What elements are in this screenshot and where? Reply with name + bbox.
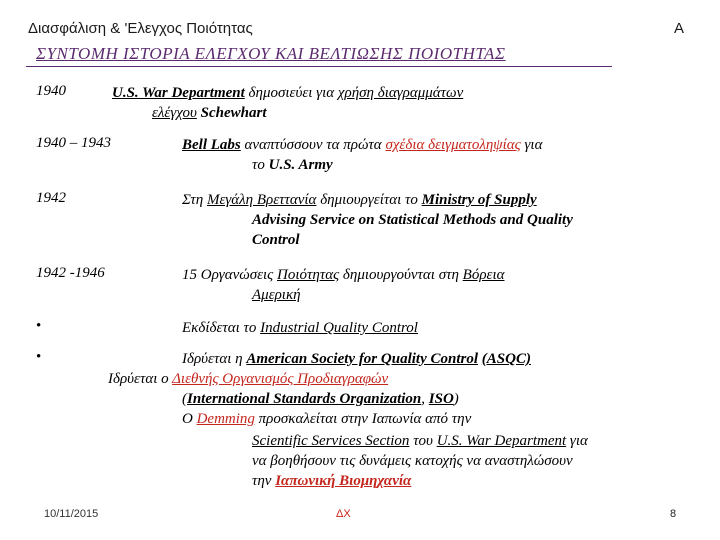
page-number: 8	[670, 508, 677, 520]
bullet-marker: •	[36, 318, 42, 334]
bullet2-line7: την Ιαπωνική Βιομηχανία	[252, 473, 412, 489]
bullet2-line6: να βοηθήσουν τις δυνάμεις κατοχής να αναστηλώσουν	[252, 453, 573, 469]
bullet1-text: Εκδίδεται το Industrial Quality Control	[182, 320, 418, 336]
entry-1940-line2: ελέγχου Schewhart	[152, 105, 267, 121]
entry-1942-1946-line2: Αμερική	[252, 287, 301, 303]
footer-date: 10/11/2015	[44, 508, 99, 520]
year-1942-1946: 1942 -1946	[36, 265, 105, 281]
entry-1942-line2: Advising Service on Statistical Methods and Quality	[252, 212, 573, 228]
section-letter: A	[673, 20, 684, 37]
year-1940-1943: 1940 – 1943	[36, 135, 111, 151]
slide-title: ΣΥΝΤΟΜΗ ΙΣΤΟΡΙΑ ΕΛΕΓΧΟΥ ΚΑΙ ΒΕΛΤΙΩΣΗΣ ΠΟΙΟΤΗΤΑΣ	[36, 44, 506, 63]
slide-header	[28, 20, 692, 40]
bullet2-line1: Ιδρύεται η American Society for Quality Control (ASQC)	[182, 351, 531, 367]
year-1942: 1942	[36, 190, 66, 206]
bullet-marker: •	[36, 349, 42, 365]
entry-1940-line1: U.S. War Department δημοσιεύει για χρήση διαγραμμάτων	[112, 85, 464, 101]
footer-author: ΔΧ	[336, 508, 351, 520]
entry-1942-line1: Στη Μεγάλη Βρεττανία δημιουργείται το Ministry of Supply	[182, 192, 537, 208]
year-1940: 1940	[36, 83, 66, 99]
person-name: Schewhart	[200, 105, 267, 121]
bullet2-line3: (International Standards Organization, ISO)	[182, 391, 459, 407]
title-divider	[26, 66, 612, 67]
course-title: Διασφάλιση & 'Ελεγχος Ποιότητας	[28, 20, 253, 37]
bullet2-line5: Scientific Services Section του U.S. War Department για	[252, 433, 588, 449]
entry-1942-1946-line1: 15 Οργανώσεις Ποιότητας δημιουργούνται στη Βόρεια	[182, 267, 505, 283]
org-name: U.S. War Department	[112, 85, 245, 101]
entry-1942-line3: Control	[252, 232, 300, 248]
bullet2-line2: Ιδρύεται ο Διεθνής Οργανισμός Προδιαγραφών	[108, 371, 389, 387]
bullet2-line4: O Demming προσκαλείται στην Ιαπωνία από την	[182, 411, 472, 427]
entry-1940-1943-line2: το U.S. Army	[252, 157, 333, 173]
entry-1940-1943-line1: Bell Labs αναπτύσσουν τα πρώτα σχέδια δειγματοληψίας για	[182, 137, 543, 153]
